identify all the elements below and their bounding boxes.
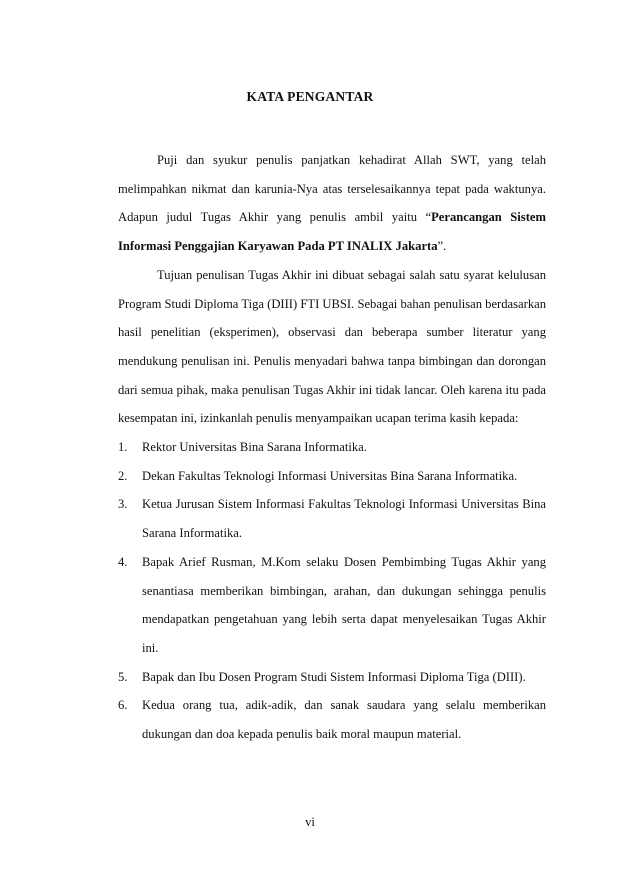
list-item-text: Rektor Universitas Bina Sarana Informatika. (142, 440, 367, 455)
list-item-number: 3. (118, 497, 128, 512)
paragraph-opening-end: ”. (437, 239, 447, 254)
page-number: vi (305, 815, 315, 829)
list-item-number: 2. (118, 468, 128, 483)
list-item (118, 548, 546, 663)
list-item (118, 691, 546, 748)
list-item (118, 663, 546, 692)
list-item-number: 5. (118, 669, 128, 684)
list-item-text: Bapak Arief Rusman, M.Kom selaku Dosen Pembimbing Tugas Akhir yang senantiasa memberikan bimbingan, arahan, dan dukungan sehingga penulis mendapatkan pengetahuan yang lebih serta dapat menyelesaikan Tugas Akhir ini. (142, 554, 546, 655)
document-body (118, 146, 546, 749)
thesis-title: Perancangan Sistem Informasi Penggajian Karyawan Pada PT INALIX Jakarta (118, 210, 546, 254)
list-item-text: Dekan Fakultas Teknologi Informasi Universitas Bina Sarana Informatika. (142, 468, 518, 483)
paragraph-purpose: Tujuan penulisan Tugas Akhir ini dibuat sebagai salah satu syarat kelulusan Program Studi Diploma Tiga (DIII) FTI UBSI. Sebagai bahan penulisan berdasarkan hasil penelitian (eksperimen), observasi dan beberapa sumber literatur yang mendukung penulisan ini. Penulis menyadari bahwa tanpa bimbingan dan dorongan dari semua pihak, maka penulisan Tugas Akhir ini tidak lancar. Oleh karena itu pada kesempatan ini, izinkanlah penulis menyampaikan ucapan terima kasih kepada: (118, 267, 546, 426)
list-item-number: 6. (118, 698, 128, 713)
page-title: KATA PENGANTAR (246, 89, 374, 104)
paragraph-opening-text: Puji dan syukur penulis panjatkan kehadirat Allah SWT, yang telah melimpahkan nikmat dan karunia-Nya atas terselesaikannya tepat pada waktunya. Adapun judul Tugas Akhir yang penulis ambil yaitu “ (118, 153, 546, 225)
list-item (118, 490, 546, 547)
list-item-text: Bapak dan Ibu Dosen Program Studi Sistem Informasi Diploma Tiga (DIII). (142, 669, 526, 684)
list-item-number: 4. (118, 554, 128, 569)
paragraph-opening (118, 146, 546, 261)
acknowledgement-list (118, 433, 546, 749)
list-item (118, 462, 546, 491)
list-item-text: Ketua Jurusan Sistem Informasi Fakultas Teknologi Informasi Universitas Bina Sarana Informatika. (142, 497, 546, 541)
list-item (118, 433, 546, 462)
list-item-number: 1. (118, 440, 128, 455)
list-item-text: Kedua orang tua, adik-adik, dan sanak saudara yang selalu memberikan dukungan dan doa kepada penulis baik moral maupun material. (142, 698, 546, 742)
